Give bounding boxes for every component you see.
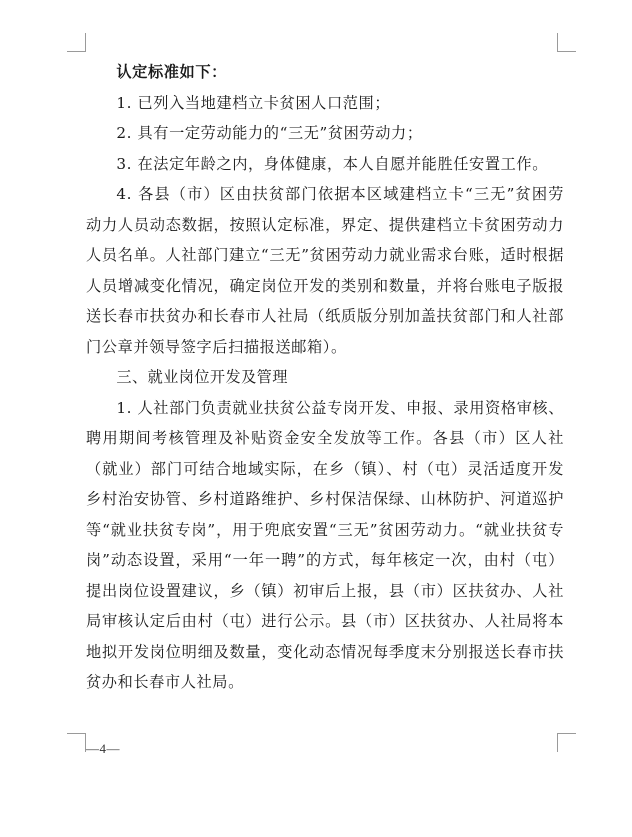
crop-mark-top-left — [67, 33, 86, 52]
criteria-item-3: 3. 在法定年龄之内，身体健康，本人自愿并能胜任安置工作。 — [116, 154, 548, 173]
criteria-item-2: 2. 具有一定劳动能力的“三无”贫困劳动力； — [116, 124, 423, 142]
document-body — [86, 57, 564, 698]
criteria-item-1: 1. 已列入当地建档立卡贫困人口范围； — [116, 93, 391, 112]
crop-mark-bottom-right — [557, 733, 576, 752]
criteria-heading: 认定标准如下： — [116, 63, 227, 81]
crop-mark-bottom-left — [67, 733, 86, 752]
criteria-item-4: 4. 各县（市）区由扶贫部门依据本区域建档立卡“三无”贫困劳动力人员动态数据，按照认定标准，界定、提供建档立卡贫困劳动力人员名单。人社部门建立“三无”贫困劳动力就业需求台账，适时根据人员增减变化情况，确定岗位开发的类别和数量，并将台账电子版报送长春市扶贫办和长春市人社局（纸质版分别加盖扶贫部门和人社部门公章并领导签字后扫描报送邮箱）。 — [86, 185, 564, 356]
section-heading: 三、就业岗位开发及管理 — [116, 368, 288, 386]
section-paragraph-1: 1. 人社部门负责就业扶贫公益专岗开发、申报、录用资格审核、聘用期间考核管理及补贴资金安全发放等工作。各县（市）区人社（就业）部门可结合地域实际，在乡（镇）、村（屯）灵活适度开发乡村治安协管、乡村道路维护、乡村保洁保绿、山林防护、河道巡护等“就业扶贫专岗”，用于兜底安置“三无”贫困劳动力。“就业扶贫专岗”动态设置，采用“一年一聘”的方式，每年核定一次，由村（屯）提出岗位设置建议，乡（镇）初审后上报，县（市）区扶贫办、人社局审核认定后由村（屯）进行公示。县（市）区扶贫办、人社局将本地拟开发岗位明细及数量，变化动态情况每季度末分别报送长春市扶贫办和长春市人社局。 — [86, 398, 564, 691]
page-number: —4— — [86, 741, 120, 756]
crop-mark-top-right — [557, 33, 576, 52]
